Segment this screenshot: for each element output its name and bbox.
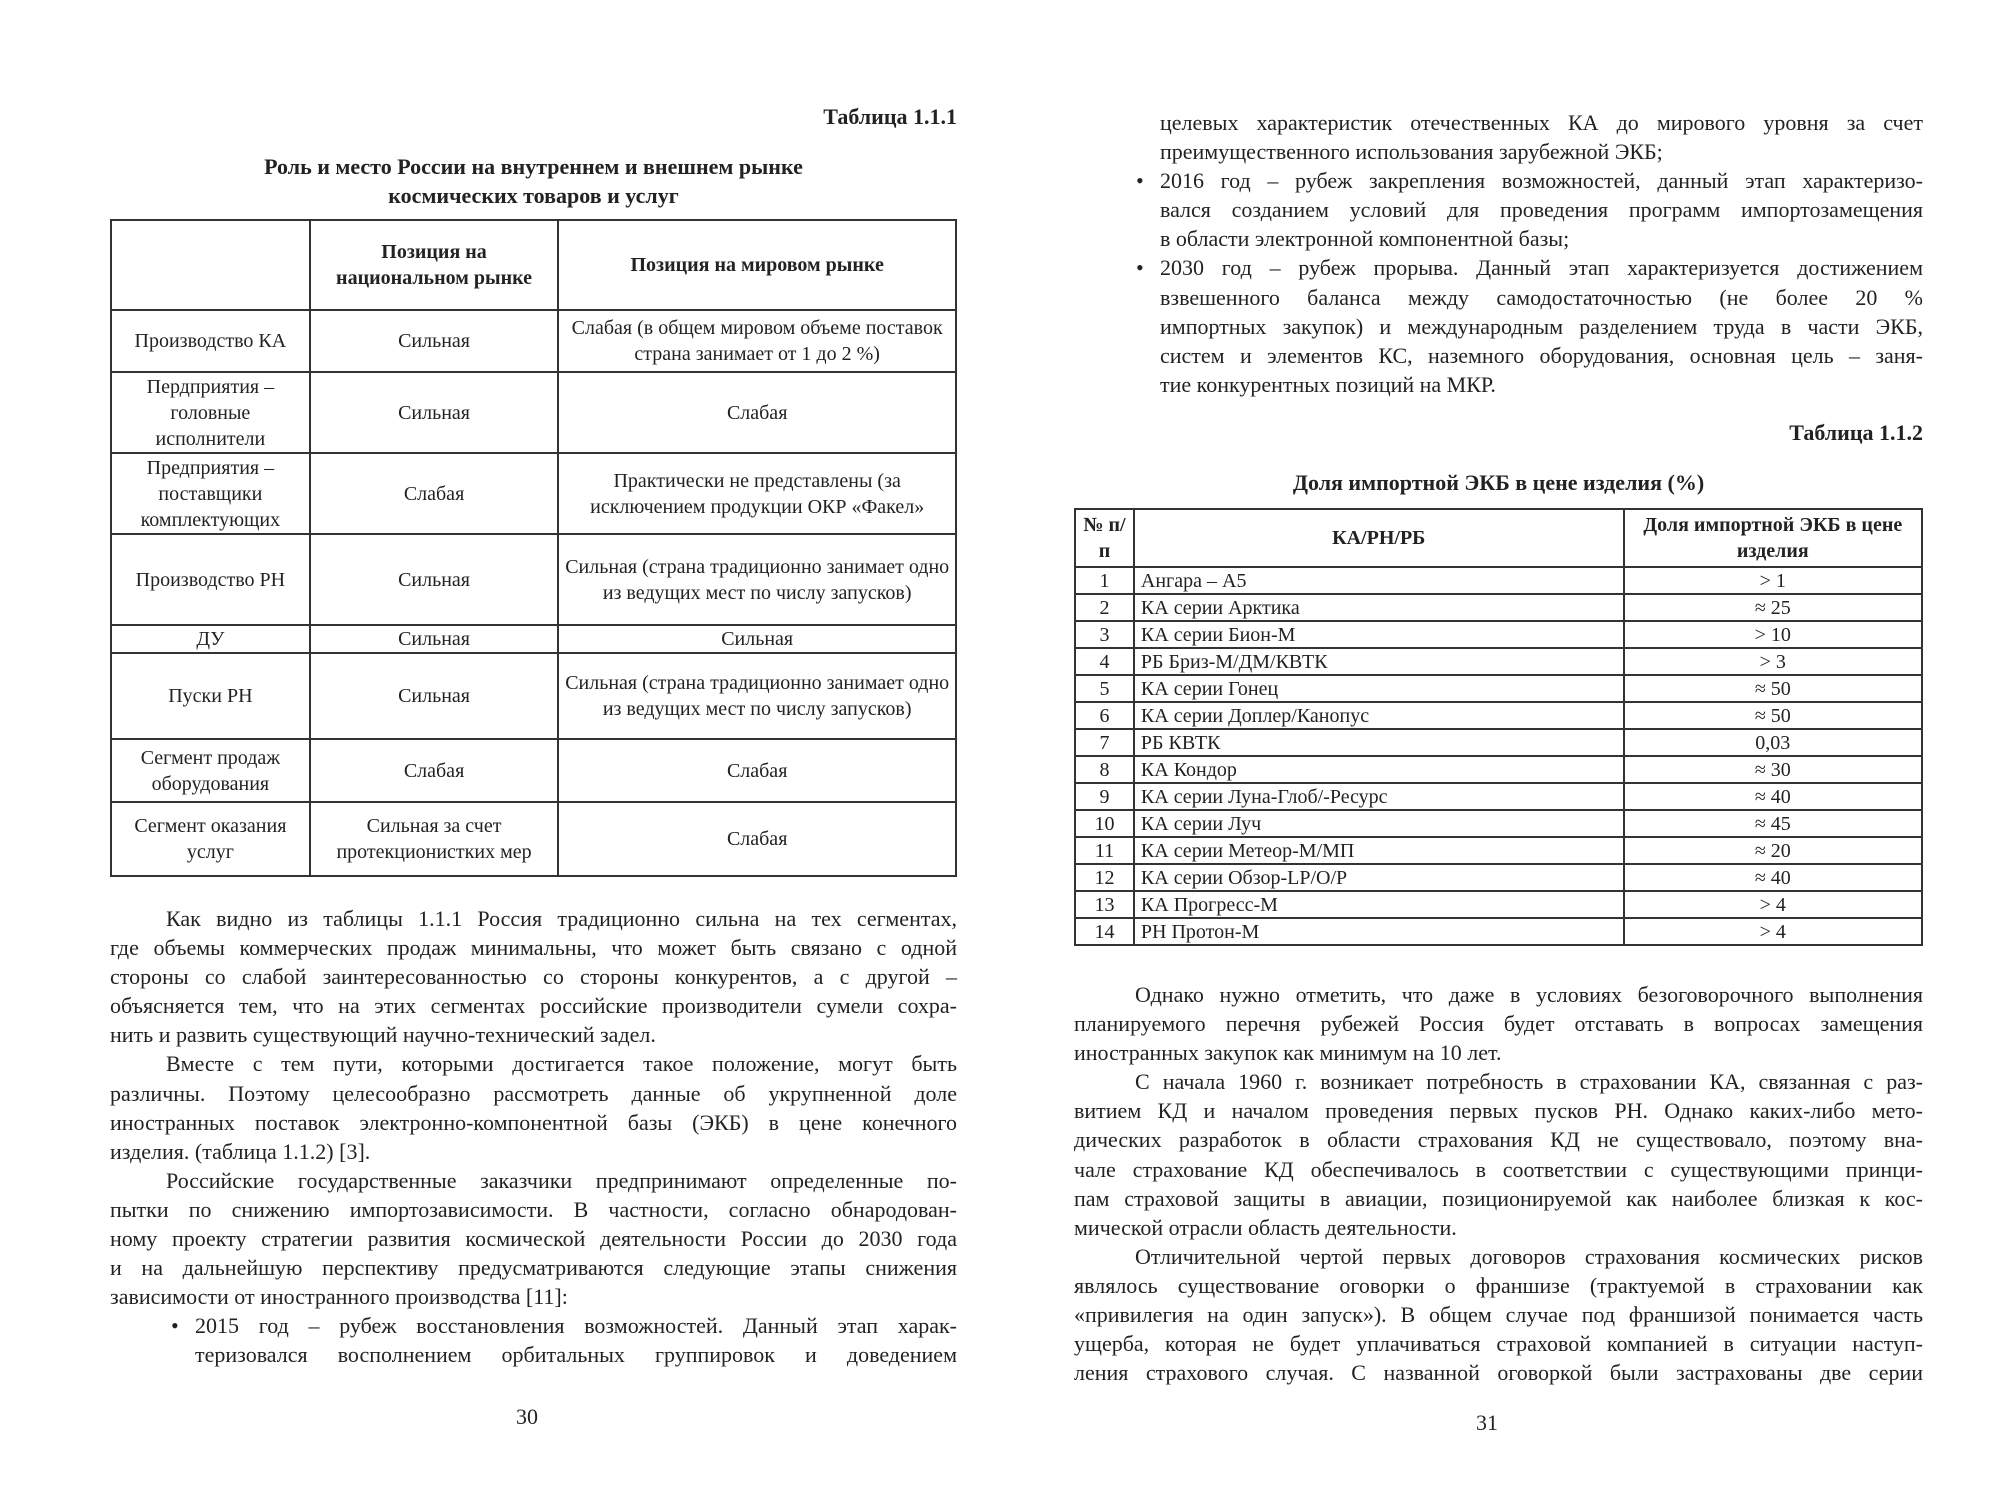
table-row	[1075, 864, 1922, 891]
text-line: вался созданием условий для проведения программ импортозамещения	[1160, 197, 1923, 223]
column-header: № п/п	[1075, 509, 1134, 567]
paragraph	[110, 904, 957, 1049]
table-cell: ≈ 50	[1624, 675, 1922, 702]
table-cell: Производство РН	[111, 534, 310, 625]
text-line: в области электронной компонентной базы;	[1160, 226, 1570, 252]
text-line: дических разработок в области страхования КД не существовало, поэтому вна-	[1074, 1127, 1923, 1153]
bullet-icon: •	[1136, 255, 1144, 281]
text-line: ному проекту стратегии развития космической деятельности России до 2030 года	[110, 1226, 957, 1252]
page-number: 31	[1476, 1410, 1498, 1435]
import-share-table	[1074, 508, 1923, 946]
table-cell: РБ КВТК	[1134, 729, 1624, 756]
table-cell: Слабая (в общем мировом объеме поставок страна занимает от 1 до 2 %)	[558, 310, 956, 372]
bullet-item	[1136, 253, 1923, 398]
table-cell: 5	[1075, 675, 1134, 702]
table-cell: 11	[1075, 837, 1134, 864]
table-cell: КА серии Луна-Глоб/-Ресурс	[1134, 783, 1624, 810]
table-cell: ≈ 30	[1624, 756, 1922, 783]
table-title: Доля импортной ЭКБ в цене изделия (%)	[1292, 470, 1705, 495]
table-title	[110, 152, 957, 210]
text-line: изделия. (таблица 1.1.2) [3].	[110, 1138, 371, 1164]
table-cell: ДУ	[111, 625, 310, 653]
table-cell: ≈ 40	[1624, 864, 1922, 891]
table-cell: Сегмент оказания услуг	[111, 802, 310, 876]
table-cell: Предприятия – поставщики комплектующих	[111, 453, 310, 534]
table-cell: ≈ 50	[1624, 702, 1922, 729]
text-line: преимущественного использования зарубежной ЭКБ;	[1160, 139, 1663, 165]
text-line: целевых характеристик отечественных КА до мирового уровня за счет	[1160, 110, 1923, 135]
table-row	[1075, 621, 1922, 648]
paragraph	[1074, 980, 1923, 1067]
table-cell: Слабая	[558, 372, 956, 453]
table-cell: 7	[1075, 729, 1134, 756]
table-cell: Сильная	[310, 653, 559, 739]
left-body-text	[110, 904, 957, 1370]
table-cell: Сильная	[558, 625, 956, 653]
column-header: КА/РН/РБ	[1134, 509, 1624, 567]
text-line: ущерба, которая не будет уплачиваться страховой компанией в ситуации наступ-	[1074, 1331, 1923, 1357]
text-line: иностранных закупок как минимум на 10 лет.	[1074, 1040, 1502, 1066]
text-line: и на дальнейшую перспективу предусматриваются следующие этапы снижения	[110, 1255, 957, 1281]
table-cell: 13	[1075, 891, 1134, 918]
text-line: Отличительной чертой первых договоров страхования космических рисков	[1135, 1243, 1923, 1269]
table-row	[111, 739, 956, 802]
paragraph	[110, 1166, 957, 1311]
table-cell: Слабая	[310, 739, 559, 802]
table-cell: Сегмент продаж оборудования	[111, 739, 310, 802]
table-cell: 6	[1075, 702, 1134, 729]
market-position-table	[110, 219, 957, 877]
table-cell: 3	[1075, 621, 1134, 648]
table-cell: Сильная за счет протекционистких мер	[310, 802, 559, 876]
table-cell: ≈ 25	[1624, 594, 1922, 621]
table-row	[1075, 783, 1922, 810]
bullet-item	[171, 1311, 957, 1369]
column-header: Позиция на мировом рынке	[558, 220, 956, 310]
table-row	[1075, 567, 1922, 594]
table-cell: Сильная	[310, 534, 559, 625]
table-cell: > 4	[1624, 918, 1922, 945]
paragraph	[1074, 1067, 1923, 1242]
paragraph	[1160, 108, 1923, 166]
table-cell: КА серии Доплер/Канопус	[1134, 702, 1624, 729]
page-number: 30	[516, 1404, 538, 1429]
table-label: Таблица 1.1.2	[1789, 420, 1923, 445]
table-cell: 10	[1075, 810, 1134, 837]
text-line: планируемого перечня рубежей Россия будет отставать в вопросах замещения	[1074, 1011, 1923, 1037]
text-line: Вместе с тем пути, которыми достигается такое положение, могут быть	[166, 1051, 957, 1077]
table-cell: Пуски РН	[111, 653, 310, 739]
table-cell: Пердприятия – головные исполнители	[111, 372, 310, 453]
table-cell: ≈ 40	[1624, 783, 1922, 810]
table-cell: Ангара – А5	[1134, 567, 1624, 594]
table-cell: 2	[1075, 594, 1134, 621]
table-row	[1075, 891, 1922, 918]
text-line: иностранных поставок электронно-компонентной базы (ЭКБ) в цене конечного	[110, 1109, 957, 1135]
table-row	[1075, 810, 1922, 837]
table-row	[111, 310, 956, 372]
table-cell: КА серии Гонец	[1134, 675, 1624, 702]
text-line: теризовался восполнением орбитальных группировок и доведением	[195, 1342, 957, 1368]
table-cell: КА серии Арктика	[1134, 594, 1624, 621]
text-line: тие конкурентных позиций на МКР.	[1160, 371, 1496, 397]
table-cell: Производство КА	[111, 310, 310, 372]
text-line: объясняется тем, что на этих сегментах российские производители сумели сохра-	[110, 993, 957, 1019]
text-line: ления страхового случая. С названной оговоркой были застрахованы две серии	[1074, 1360, 1923, 1386]
table-cell: 4	[1075, 648, 1134, 675]
table-cell: КА Кондор	[1134, 756, 1624, 783]
bullet-item	[1136, 166, 1923, 253]
column-header	[111, 220, 310, 310]
table-row	[1075, 594, 1922, 621]
table-cell: Сильная (страна традиционно занимает одно из ведущих мест по числу запусков)	[558, 653, 956, 739]
bullet-icon: •	[171, 1313, 179, 1339]
bullet-icon: •	[1136, 168, 1144, 194]
table-row	[1075, 648, 1922, 675]
text-line: различны. Поэтому целесообразно рассмотреть данные об укрупненной доле	[110, 1080, 957, 1106]
table-row	[1075, 729, 1922, 756]
table-cell: КА серии Луч	[1134, 810, 1624, 837]
text-line: Как видно из таблицы 1.1.1 Россия традиционно сильна на тех сегментах,	[166, 906, 957, 931]
text-line: где объемы коммерческих продаж минимальны, что может быть связано с одной	[110, 935, 957, 961]
table-cell: Сильная	[310, 625, 559, 653]
table-cell: Практически не представлены (за исключением продукции ОКР «Факел»	[558, 453, 956, 534]
text-line: пытки по снижению импортозависимости. В частности, согласно обнародован-	[110, 1196, 957, 1222]
table-row	[1075, 756, 1922, 783]
table-row	[111, 534, 956, 625]
table-title-line: космических товаров и услуг	[388, 183, 679, 208]
table-cell: 0,03	[1624, 729, 1922, 756]
text-line: стороны со слабой заинтересованностью со стороны конкурентов, а с другой –	[110, 964, 957, 990]
paragraph	[1074, 1242, 1923, 1387]
table-row	[111, 372, 956, 453]
table-cell: КА серии Бион-М	[1134, 621, 1624, 648]
text-line: 2015 год – рубеж восстановления возможностей. Данный этап харак-	[195, 1313, 957, 1339]
table-cell: > 4	[1624, 891, 1922, 918]
text-line: чале страхование КД обеспечивалось в соответствии с существующими принци-	[1074, 1156, 1923, 1182]
table-label: Таблица 1.1.1	[823, 104, 957, 129]
table-cell: ≈ 20	[1624, 837, 1922, 864]
table-cell: КА Прогресс-М	[1134, 891, 1624, 918]
text-line: взвешенного баланса между самодостаточностью (не более 20 %	[1160, 284, 1923, 310]
text-line: нить и развить существующий научно-технический задел.	[110, 1022, 656, 1048]
text-line: Российские государственные заказчики предпринимают определенные по-	[166, 1167, 957, 1193]
table-cell: Сильная	[310, 372, 559, 453]
table-cell: > 3	[1624, 648, 1922, 675]
table-row	[1075, 702, 1922, 729]
column-header: Позиция на национальном рынке	[310, 220, 559, 310]
text-line: Однако нужно отметить, что даже в условиях безоговорочного выполнения	[1135, 982, 1923, 1007]
text-line: пам страховой защиты в авиации, позиционируемой как наиболее близкая к кос-	[1074, 1185, 1923, 1211]
text-line: систем и элементов КС, наземного оборудования, основная цель – заня-	[1160, 342, 1923, 368]
text-line: витием КД и началом проведения первых пусков РН. Однако каких-либо мето-	[1074, 1098, 1923, 1124]
table-cell: 8	[1075, 756, 1134, 783]
table-row	[111, 802, 956, 876]
table-cell: Слабая	[558, 802, 956, 876]
right-body-text-top	[1074, 108, 1923, 399]
table-cell: Сильная	[310, 310, 559, 372]
text-line: зависимости от иностранного производства [11]:	[110, 1284, 568, 1310]
table-cell: > 1	[1624, 567, 1922, 594]
table-cell: 9	[1075, 783, 1134, 810]
table-row	[1075, 918, 1922, 945]
table-cell: РБ Бриз-М/ДМ/КВТК	[1134, 648, 1624, 675]
table-cell: > 10	[1624, 621, 1922, 648]
table-cell: Слабая	[558, 739, 956, 802]
text-line: С начала 1960 г. возникает потребность в страховании КА, связанная с раз-	[1135, 1069, 1923, 1095]
text-line: импортных закупок) и международным разделением труда в части ЭКБ,	[1160, 313, 1923, 339]
table-row	[111, 653, 956, 739]
table-cell: 14	[1075, 918, 1134, 945]
right-body-text-bottom	[1074, 980, 1923, 1387]
table-cell: ≈ 45	[1624, 810, 1922, 837]
table-cell: 1	[1075, 567, 1134, 594]
table-row	[1075, 675, 1922, 702]
table-cell: 12	[1075, 864, 1134, 891]
table-title-line: Роль и место России на внутреннем и внешнем рынке	[264, 154, 803, 179]
table-cell: Сильная (страна традиционно занимает одно из ведущих мест по числу запусков)	[558, 534, 956, 625]
text-line: 2016 год – рубеж закрепления возможностей, данный этап характеризо-	[1160, 168, 1923, 194]
table-row	[111, 625, 956, 653]
table-cell: Слабая	[310, 453, 559, 534]
text-line: мической отрасли область деятельности.	[1074, 1214, 1457, 1240]
column-header: Доля импортной ЭКБ в цене изделия	[1624, 509, 1922, 567]
paragraph	[110, 1049, 957, 1165]
text-line: 2030 год – рубеж прорыва. Данный этап характеризуется достижением	[1160, 255, 1923, 281]
text-line: «привилегия на один запуск»). В общем случае под франшизой понимается часть	[1074, 1302, 1923, 1328]
table-row	[1075, 837, 1922, 864]
table-cell: КА серии Метеор-М/МП	[1134, 837, 1624, 864]
table-row	[111, 453, 956, 534]
table-cell: КА серии Обзор-LP/O/P	[1134, 864, 1624, 891]
text-line: являлось существование оговорки о франшизе (трактуемой в страховании как	[1074, 1272, 1923, 1298]
table-cell: РН Протон-М	[1134, 918, 1624, 945]
